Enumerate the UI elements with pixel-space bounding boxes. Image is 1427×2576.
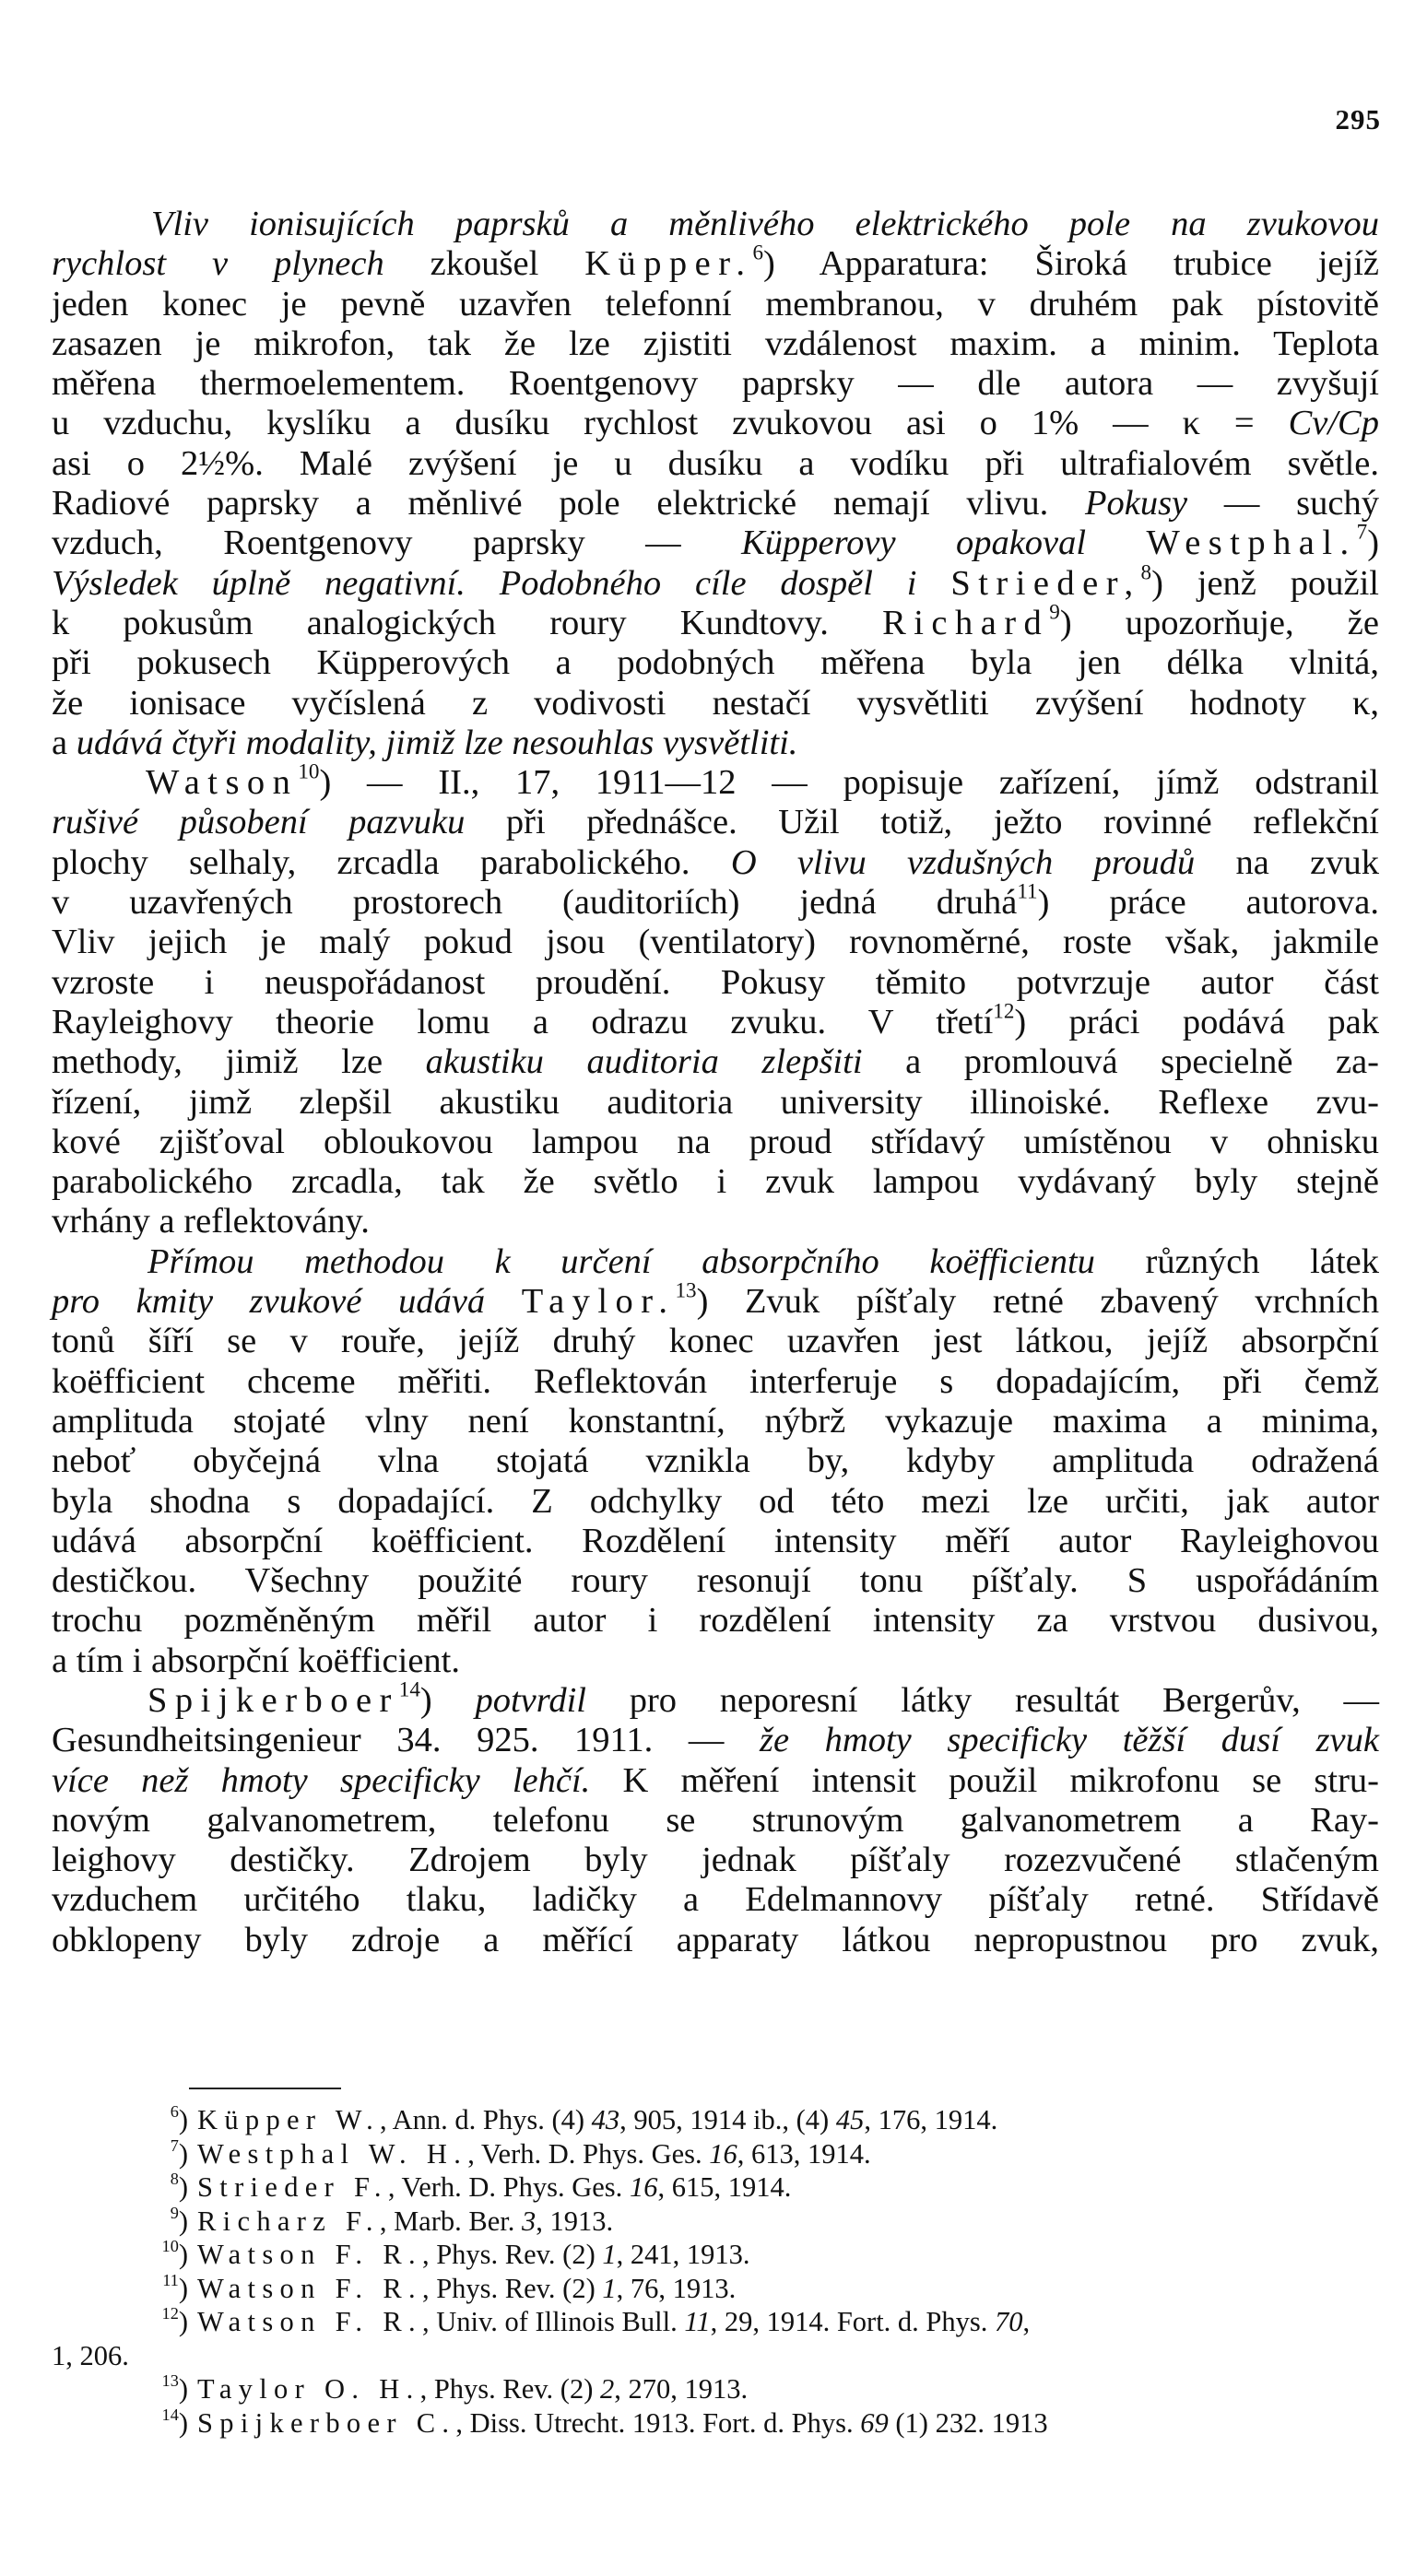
body-line: více než hmoty specificky lehčí. K měření intensit použil mikrofonu se stru-	[52, 1760, 1379, 1800]
footnote: $^7$) Westphal W. H., Verh. D. Phys. Ges. 16, 613, 1914.	[170, 2135, 871, 2170]
body-line: jeden konec je pevně uzavřen telefonní membranou, v druhém pak pístovitě	[52, 284, 1379, 323]
footnote: $^{13}$) Taylor O. H., Phys. Rev. (2) 2, 270, 1913.	[161, 2370, 749, 2405]
body-line: vrhány a reflektovány.	[52, 1202, 370, 1241]
body-line: v uzavřených prostorech (auditoriích) jedná druhá$^{11}$) práce autorova.	[52, 878, 1379, 923]
body-line: u vzduchu, kysl͏íku a dusíku rychlost zvukovou asi o 1% — κ = Cv/Cp	[52, 404, 1379, 443]
footnotes	[52, 2103, 1379, 2440]
body-line: že ionisace vyčíslená z vodivosti nestačí vysvětliti zvýšení hodnoty κ,	[52, 683, 1379, 723]
body-line: obklopeny byly zdroje a měřící apparaty látkou nepropustnou pro zvuk,	[52, 1920, 1379, 1959]
footnote-divider	[189, 2088, 341, 2089]
body-line: byla shodna s dopadající. Z odchylky od této mezi lze určiti, jak autor	[52, 1481, 1379, 1521]
body-line: tonů šíří se v rouře, jejíž druhý konec uzavřen jest látkou, jejíž absorpční	[52, 1322, 1379, 1361]
body-line: plochy selhaly, zrcadla parabolického. O vlivu vzdušných proudů na zvuk	[52, 842, 1379, 882]
body-line: vzroste i neuspořádanost proudění. Pokusy těmito potvrzuje autor část	[52, 962, 1379, 1002]
footnote: $^{12}$) Watson F. R., Univ. of Illinois Bull. 11, 29, 1914. Fort. d. Phys. 70,	[161, 2303, 1031, 2337]
body-line: trochu pozměněným měřil autor i rozdělení intensity za vrstvou dusivou,	[52, 1601, 1379, 1641]
body-line: vzduch, Roentgenovy paprsky — Küpperovy opakoval Westphal.$^7$)	[52, 519, 1380, 563]
body-line: řízení, jimž zlepšil akustiku auditoria university illinoiské. Reflexe zvu-	[52, 1082, 1379, 1122]
body-line: Rayleighovy theorie lomu a odrazu zvuku. V třetí$^{12}$) práci podává pak	[52, 998, 1379, 1041]
body-line: Vliv ionisujících paprsků a měnlivého elektrického pole na zvukovou	[151, 205, 1379, 243]
body-line: při pokusech Küpperových a podobných měřena byla jen délka vlnitá,	[52, 643, 1379, 683]
body-line: k pokusům analogických roury Kundtovy. Richard$^9$) upozorňuje, že	[52, 599, 1379, 642]
page-number: 295	[1335, 103, 1381, 135]
body-line: novým galvanometrem, telefonu se strunovým galvanometrem a Ray-	[52, 1800, 1379, 1840]
body-line: pro kmity zvukové udává Taylor.$^{13}$) Zvuk píšťaly retné zbavený vrchních	[52, 1277, 1379, 1322]
footnote-continuation: 1, 206.	[52, 2339, 129, 2371]
body-line: Přímou methodou k určení absorpčního koëfficientu různých látek	[147, 1241, 1379, 1281]
body-line: destičkou. Všechny použité roury resonují tonu píšťaly. S uspořádáním	[52, 1561, 1379, 1601]
body-line: Radiové paprsky a měnlivé pole elektrické nemají vlivu. Pokusy — suchý	[52, 484, 1379, 523]
body-line: parabolického zrcadla, tak že světlo i zvuk lampou vydávaný byly stejně	[52, 1162, 1379, 1202]
body-line: měřena thermoelementem. Roentgenovy paprsky — dle autora — zvyšují	[52, 364, 1379, 404]
body-line: a udává čtyři modality, jimiž lze nesouhlas vysvětliti.	[52, 723, 798, 762]
footnote: $^{10}$) Watson F. R., Phys. Rev. (2) 1, 241, 1913.	[161, 2236, 750, 2270]
body-line: Vliv jejich je malý pokud jsou (ventilatory) rovnoměrné, roste však, jakmile	[52, 923, 1379, 962]
footnote: $^6$) Küpper W., Ann. d. Phys. (4) 43, 905, 1914 ib., (4) 45, 176, 1914.	[170, 2101, 998, 2135]
body-line: kové zjišťoval obloukovou lampou na proud střídavý umístěnou v ohnisku	[52, 1122, 1379, 1161]
body-line: neboť obyčejná vlna stojatá vznikla by, kdyby amplituda odražená	[52, 1441, 1379, 1481]
body-line: vzduchem určitého tlaku, ladičky a Edelmannovy píšťaly retné. Střídavě	[52, 1880, 1379, 1920]
body-line: Spijkerboer$^{14}$) potvrdil pro neporesní látky resultát Bergerův, —	[147, 1676, 1379, 1720]
footnote: $^{14}$) Spijkerboer C., Diss. Utrecht. 1913. Fort. d. Phys. 69 (1) 232. 1913	[161, 2405, 1048, 2439]
body-line: rychlost v plynech zkoušel Küpper.$^6$) Apparatura: Široká trubice jejíž	[52, 240, 1379, 284]
footnote: $^9$) Richarz F., Marb. Ber. 3, 1913.	[170, 2203, 614, 2237]
body-line: methody, jimiž lze akustiku auditoria zlepšiti a promlouvá specielně za-	[52, 1042, 1380, 1082]
body-line: rušivé působení pazvuku při přednášce. Užil totiž, ježto rovinné reflekční	[52, 803, 1379, 842]
body-text	[52, 205, 1379, 1960]
footnote: $^{11}$) Watson F. R., Phys. Rev. (2) 1, 76, 1913.	[162, 2270, 737, 2304]
body-line: amplituda stojaté vlny není konstantní, nýbrž vykazuje maxima a minima,	[52, 1401, 1379, 1441]
body-line: Gesundheitsingenieur 34. 925. 1911. — že hmoty specificky těžší dusí zvuk	[52, 1721, 1379, 1760]
footnote: $^8$) Strieder F., Verh. D. Phys. Ges. 16, 615, 1914.	[170, 2169, 792, 2203]
body-line: Výsledek úplně negativní. Podobného cíle dospěl i Strieder,$^8$) jenž použil	[52, 559, 1379, 603]
body-line: udává absorpční koëfficient. Rozdělení intensity měří autor Rayleighovou	[52, 1521, 1379, 1560]
body-line: koëfficient chceme měřiti. Reflektován interferuje s dopadajícím, při čemž	[52, 1361, 1379, 1401]
body-line: leighovy destičky. Zdrojem byly jednak píšťaly rozezvučené stlačeným	[52, 1841, 1379, 1880]
body-line: asi o 2½%. Malé zvýšení je u dusíku a vodíku při ultrafialovém světle.	[52, 443, 1379, 483]
body-line: a tím i absorpční koëfficient.	[52, 1641, 460, 1680]
body-line: zasazen je mikrofon, tak že lze zjistiti vzdálenost maxim. a minim. Teplota	[52, 323, 1379, 363]
body-line: Watson$^{10}$) — II., 17, 1911—12 — popisuje zařízení, jímž odstranil	[146, 759, 1379, 803]
